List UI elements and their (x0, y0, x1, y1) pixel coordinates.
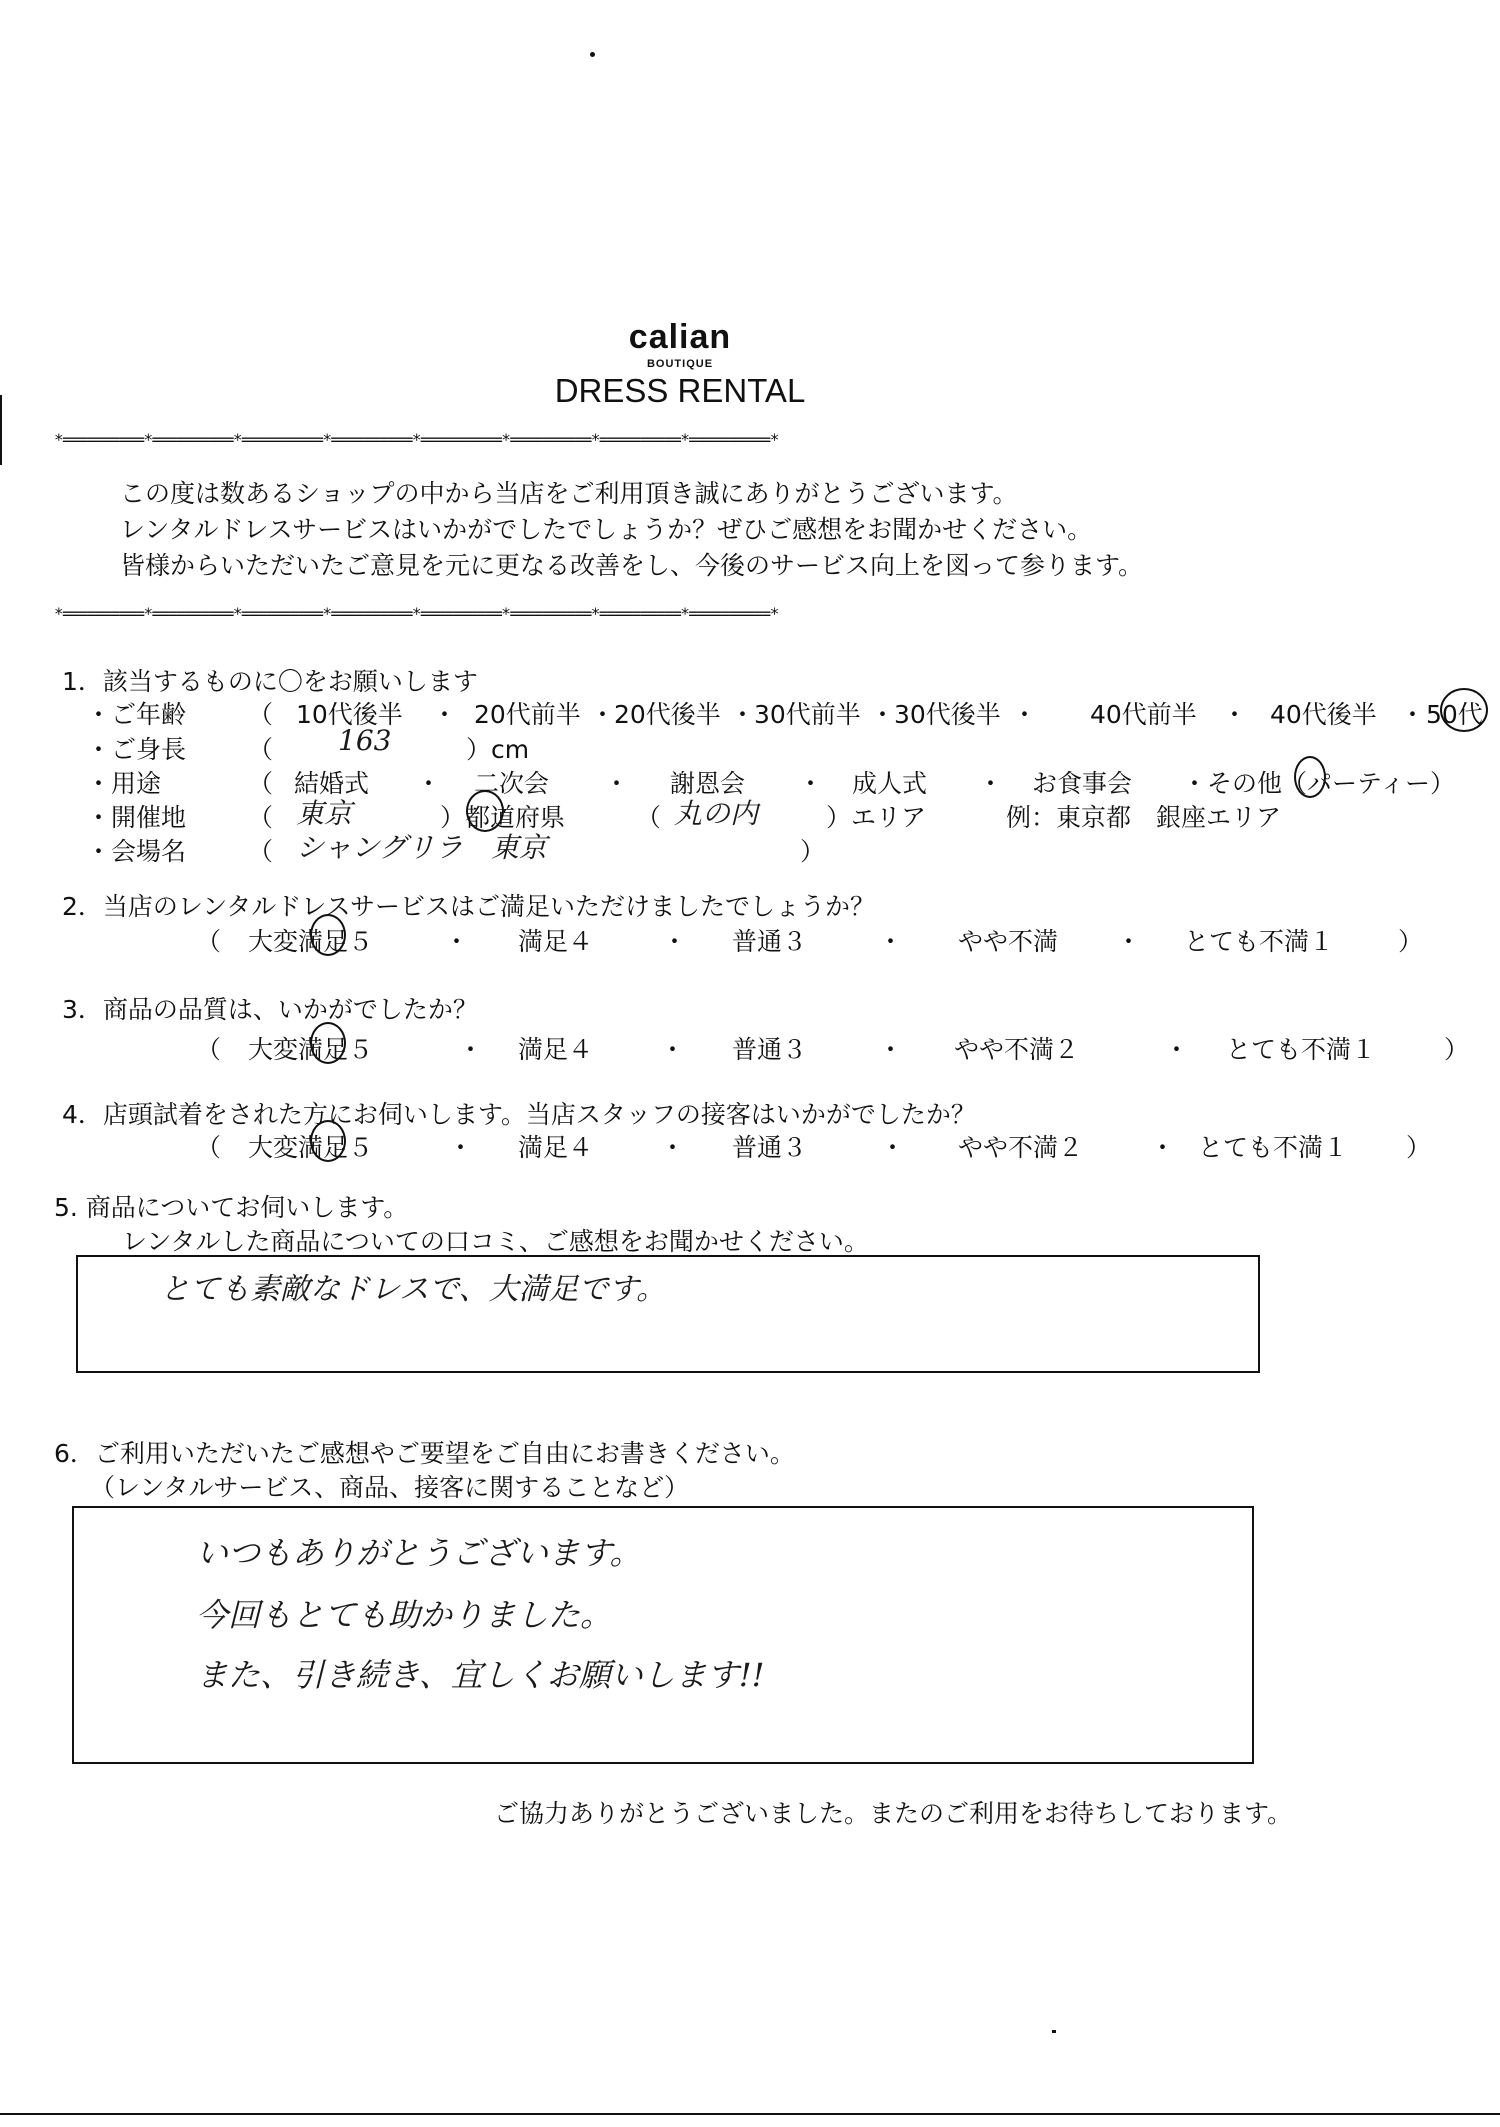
dot: ・ (730, 700, 756, 729)
venue-label: ・会場名 (86, 837, 187, 866)
selection-circle (310, 1022, 346, 1064)
rating-option: やや不満 (958, 927, 1059, 956)
dot: ・ (662, 927, 688, 956)
rating-option: 満足４ (518, 1133, 594, 1162)
dot: ・ (878, 1035, 904, 1064)
dot: ・ (660, 1133, 686, 1162)
dot: ・ (604, 769, 630, 798)
q6-answer-line: また、引き続き、宜しくお願いします!! (196, 1656, 765, 1694)
place-label: ・開催地 (86, 803, 187, 832)
rating-option: やや不満２ (954, 1035, 1080, 1064)
venue-value: シャングリラ 東京 (296, 831, 547, 864)
q5-subtitle: レンタルした商品についての口コミ、ご感想をお聞かせください。 (122, 1227, 869, 1256)
rating-option: 大変満足５ (248, 927, 374, 956)
place-pref-suffix: ）都道府県 (440, 803, 566, 832)
rating-option: とても不満１ (1184, 927, 1335, 956)
place-example: 例：東京都 銀座エリア (1006, 803, 1282, 832)
purpose-option: 二次会 (474, 769, 550, 798)
age-option: 40代前半 (1090, 700, 1197, 729)
dot: ・ (1150, 1133, 1176, 1162)
close-paren: ） (1406, 1133, 1432, 1162)
dot: ・ (1222, 700, 1248, 729)
place-area-value: 丸の内 (674, 797, 759, 830)
q5-title: 5. 商品についてお伺いします。 (54, 1193, 409, 1222)
age-option: 40代後半 (1270, 700, 1377, 729)
rating-option: 満足４ (518, 1035, 594, 1064)
brand-title: DRESS RENTAL (554, 372, 806, 409)
dot: ・ (432, 700, 458, 729)
q2-title: 2．当店のレンタルドレスサービスはご満足いただけましたでしょうか？ (62, 892, 876, 921)
dot: ・ (416, 769, 442, 798)
rating-option: 普通３ (732, 927, 808, 956)
closing-message: ご協力ありがとうございました。またのご利用をお待ちしております。 (494, 1799, 1293, 1828)
selection-circle (1294, 756, 1326, 798)
age-option: 20代前半 (474, 700, 581, 729)
height-unit: ）cm (466, 735, 530, 764)
scan-speck (590, 52, 595, 57)
dot: ・ (660, 1035, 686, 1064)
rating-option: とても不満１ (1226, 1035, 1377, 1064)
q6-answer-line: いつもありがとうございます。 (196, 1534, 642, 1572)
dot: ・ (1164, 1035, 1190, 1064)
dot: ・ (1012, 700, 1038, 729)
intro-line: レンタルドレスサービスはいかがでしたでしょうか？ぜひご感想をお聞かせください。 (120, 515, 1093, 544)
age-option-selected: 50代 (1426, 700, 1483, 729)
selection-circle (1440, 688, 1488, 732)
rating-option: 大変満足５ (248, 1035, 374, 1064)
open-paren: （ (248, 837, 274, 866)
open-paren: （ (248, 700, 274, 729)
q3-title: 3．商品の品質は、いかがでしたか？ (62, 995, 478, 1024)
rating-option: 普通３ (732, 1133, 808, 1162)
scan-speck (1052, 2030, 1056, 2033)
dot: ・ (978, 769, 1004, 798)
q1-title: 1．該当するものに〇をお願いします (62, 667, 478, 696)
rating-option: 普通３ (732, 1035, 808, 1064)
dot: ・ (590, 700, 616, 729)
scan-edge-bottom (0, 2113, 1500, 2115)
intro-line: 皆様からいただいたご意見を元に更なる改善をし、今後のサービス向上を図って参ります。 (120, 551, 1144, 580)
brand-sub: BOUTIQUE (646, 358, 714, 370)
brand-logo: calian (628, 318, 732, 356)
dot: ・ (444, 927, 470, 956)
dot: ・ (798, 769, 824, 798)
dot: ・ (880, 1133, 906, 1162)
dot: ・ (878, 927, 904, 956)
open-paren: （ (636, 803, 662, 832)
dot: ・ (1400, 700, 1426, 729)
close-paren: ） (1444, 1035, 1470, 1064)
rating-option: 大変満足５ (248, 1133, 374, 1162)
age-option: 10代後半 (296, 700, 403, 729)
dot: ・ (458, 1035, 484, 1064)
rating-option: とても不満１ (1198, 1133, 1349, 1162)
purpose-option: 結婚式 (294, 769, 370, 798)
rating-option: やや不満２ (958, 1133, 1084, 1162)
q6-subtitle: （レンタルサービス、商品、接客に関することなど） (90, 1473, 690, 1502)
intro-line: この度は数あるショップの中から当店をご利用頂き誠にありがとうございます。 (120, 479, 1018, 508)
q4-title: 4．店頭試着をされた方にお伺いします。当店スタッフの接客はいかがでしたか？ (62, 1100, 976, 1129)
open-paren: （ (196, 1035, 222, 1064)
q6-answer-line: 今回もとても助かりました。 (196, 1596, 613, 1634)
age-label: ・ご年齢 (86, 700, 187, 729)
close-paren: ） (800, 837, 826, 866)
dot: ・ (448, 1133, 474, 1162)
dot: ・ (1116, 927, 1142, 956)
purpose-option: お食事会 (1032, 769, 1133, 798)
height-label: ・ご身長 (86, 735, 187, 764)
purpose-label: ・用途 (86, 769, 162, 798)
age-option: 20代後半 (614, 700, 721, 729)
dot: ・ (870, 700, 896, 729)
q6-title: 6．ご利用いただいたご感想やご要望をご自由にお書きください。 (54, 1439, 795, 1468)
place-area-suffix: ）エリア (826, 803, 927, 832)
purpose-option: 成人式 (852, 769, 928, 798)
open-paren: （ (248, 803, 274, 832)
open-paren: （ (248, 769, 274, 798)
age-option: 30代後半 (894, 700, 1001, 729)
selection-circle (310, 1120, 346, 1162)
purpose-option: 謝恩会 (670, 769, 746, 798)
open-paren: （ (196, 927, 222, 956)
age-option: 30代前半 (754, 700, 861, 729)
rating-option: 満足４ (518, 927, 594, 956)
q5-answer: とても素敵なドレスで、大満足です。 (160, 1272, 667, 1307)
purpose-option-other: ・その他（パーティー） (1182, 769, 1456, 798)
selection-circle (310, 914, 346, 956)
open-paren: （ (248, 735, 274, 764)
separator-bottom: *==========*==========*==========*==========*==========*==========*==========*==========* (54, 604, 778, 620)
open-paren: （ (196, 1133, 222, 1162)
separator-top: *==========*==========*==========*==========*==========*==========*==========*==========* (54, 430, 778, 446)
scan-edge-left (0, 395, 2, 465)
height-value: 163 (338, 724, 392, 757)
place-pref-value: 東京 (296, 797, 353, 830)
close-paren: ） (1398, 927, 1424, 956)
